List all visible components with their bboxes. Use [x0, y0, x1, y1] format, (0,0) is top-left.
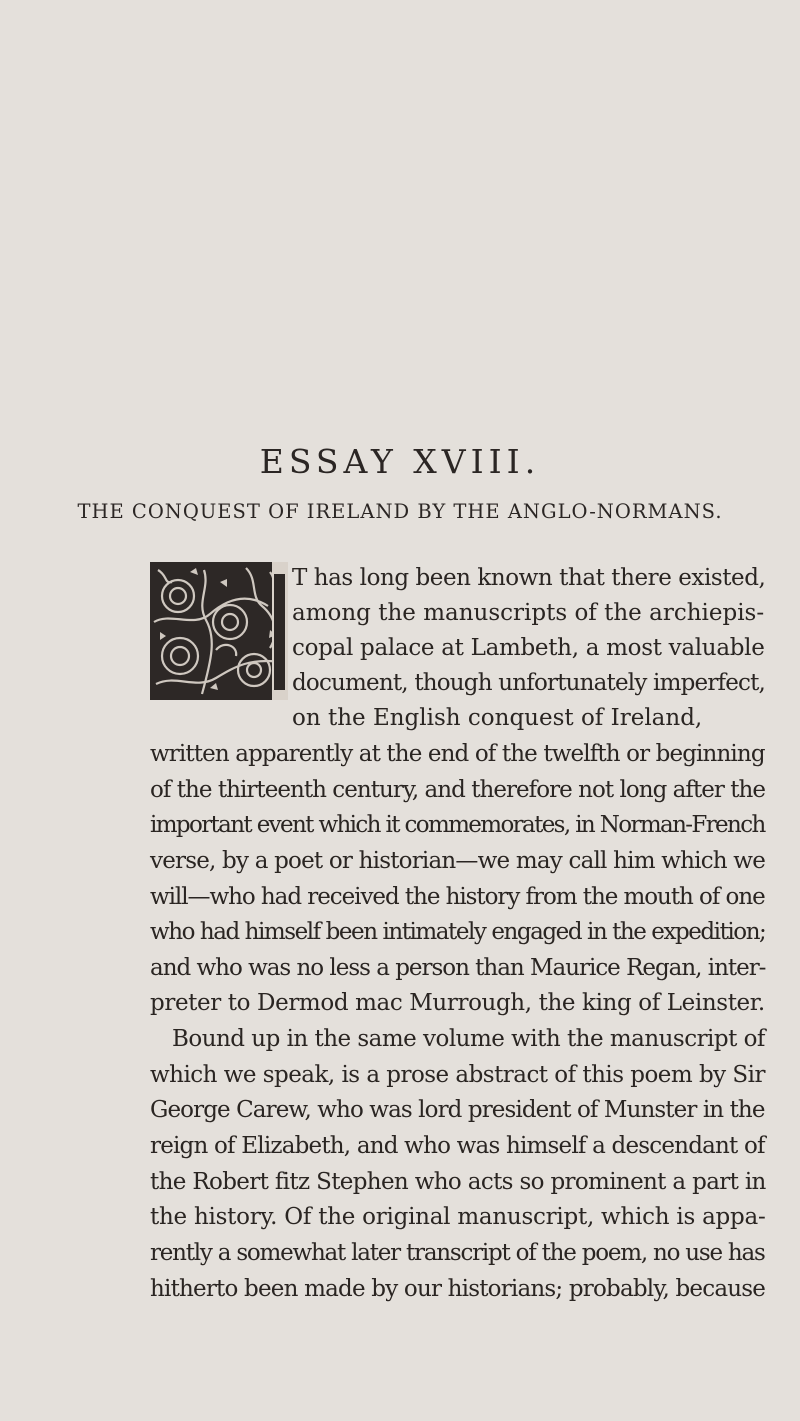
text-line: the Robert fitz Stephen who acts so prominent a part in	[150, 1169, 766, 1195]
text-line: rently a somewhat later transcript of the poem, no use has	[150, 1240, 765, 1266]
text-line: document, though unfortunately imperfect,	[292, 670, 766, 696]
text-line: T has long been known that there existed,	[292, 565, 766, 591]
text-line: important event which it commemorates, in Norman-French	[150, 812, 765, 838]
ornamental-drop-cap	[150, 562, 288, 700]
text-line: will—who had received the history from the mouth of one	[150, 884, 765, 910]
text-line: George Carew, who was lord president of Munster in the	[150, 1097, 765, 1123]
floral-ornament-icon	[150, 562, 288, 700]
text-line: on the English conquest of Ireland,	[292, 705, 703, 731]
text-line: of the thirteenth century, and therefore not long after the	[150, 777, 766, 803]
text-line: among the manuscripts of the archiepis-	[292, 600, 765, 626]
text-line: hitherto been made by our historians; probably, because	[150, 1276, 766, 1302]
essay-title: ESSAY XVIII.	[259, 442, 541, 481]
text-line: the history. Of the original manuscript, which is appa-	[150, 1204, 766, 1230]
text-line: and who was no less a person than Maurice Regan, inter-	[150, 955, 766, 981]
text-line: verse, by a poet or historian—we may call him which we	[150, 848, 766, 874]
essay-subtitle: THE CONQUEST OF IRELAND BY THE ANGLO-NORMANS.	[77, 500, 723, 523]
text-line: copal palace at Lambeth, a most valuable	[292, 635, 765, 661]
text-line: which we speak, is a prose abstract of this poem by Sir	[150, 1062, 765, 1088]
text-line: preter to Dermod mac Murrough, the king of Leinster.	[150, 990, 765, 1016]
text-line: Bound up in the same volume with the manuscript of	[172, 1026, 765, 1052]
text-line: written apparently at the end of the twelfth or beginning	[150, 741, 765, 767]
text-line: reign of Elizabeth, and who was himself a descendant of	[150, 1133, 765, 1159]
text-line: who had himself been intimately engaged in the expedition;	[150, 919, 766, 945]
